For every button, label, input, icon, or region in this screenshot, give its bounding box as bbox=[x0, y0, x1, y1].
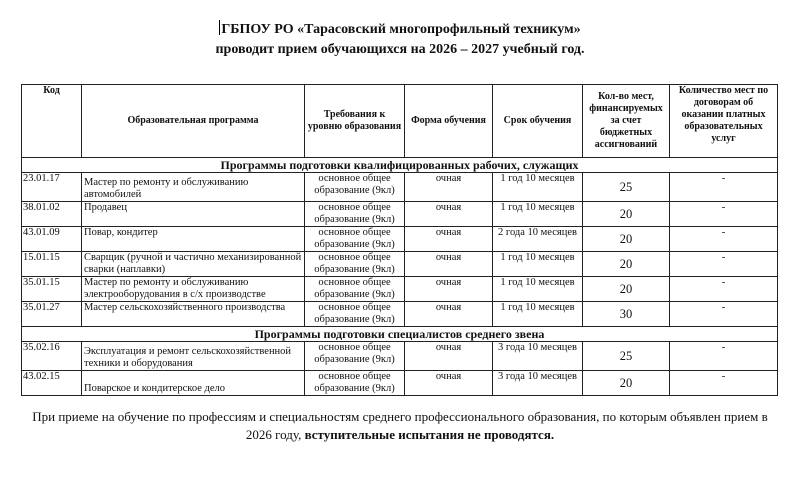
table-row bbox=[22, 342, 778, 371]
table-row bbox=[22, 252, 778, 277]
cell-program bbox=[82, 342, 305, 371]
table-row bbox=[22, 371, 778, 396]
section-row bbox=[22, 158, 778, 173]
cell-code: 38.01.02 bbox=[22, 202, 82, 227]
col-header-paid-places: Количество мест по договорам об оказании платных образовательных услуг bbox=[670, 85, 778, 158]
cell-code: 35.01.15 bbox=[22, 277, 82, 302]
cell-requirement: основное общее образование (9кл) bbox=[305, 173, 405, 202]
cell-paid-places: - bbox=[670, 202, 778, 227]
table-row bbox=[22, 202, 778, 227]
cell-requirement: основное общее образование (9кл) bbox=[305, 227, 405, 252]
cell-requirement: основное общее образование (9кл) bbox=[305, 342, 405, 371]
admission-note bbox=[20, 408, 780, 444]
table-header-row bbox=[22, 85, 778, 158]
cell-requirement: основное общее образование (9кл) bbox=[305, 202, 405, 227]
cell-budget-places: 20 bbox=[583, 202, 670, 227]
cell-form: очная bbox=[405, 342, 493, 371]
document-title bbox=[0, 20, 800, 39]
cell-budget-places: 20 bbox=[583, 252, 670, 277]
program-name: Мастер по ремонту и обслуживанию автомобилей bbox=[84, 177, 249, 200]
cell-program: Мастер по ремонту и обслуживанию электрооборудования в с/х производстве bbox=[82, 277, 305, 302]
section-row bbox=[22, 327, 778, 342]
cell-code: 23.01.17 bbox=[22, 173, 82, 202]
cell-requirement: основное общее образование (9кл) bbox=[305, 252, 405, 277]
table-row bbox=[22, 302, 778, 327]
cell-code: 43.01.09 bbox=[22, 227, 82, 252]
col-header-program: Образовательная программа bbox=[82, 85, 305, 158]
cell-duration: 1 год 10 месяцев bbox=[493, 202, 583, 227]
cell-form: очная bbox=[405, 371, 493, 396]
table-row bbox=[22, 277, 778, 302]
cell-duration: 2 года 10 месяцев bbox=[493, 227, 583, 252]
cell-budget-places: 20 bbox=[583, 371, 670, 396]
table-row bbox=[22, 173, 778, 202]
cell-program bbox=[82, 173, 305, 202]
cell-program bbox=[82, 371, 305, 396]
cell-paid-places: - bbox=[670, 277, 778, 302]
cell-paid-places: - bbox=[670, 342, 778, 371]
cell-duration: 1 год 10 месяцев bbox=[493, 277, 583, 302]
cell-budget-places: 25 bbox=[583, 342, 670, 371]
admission-note-emphasis: вступительные испытания не проводятся. bbox=[304, 427, 555, 442]
cell-code: 35.01.27 bbox=[22, 302, 82, 327]
cell-duration: 1 год 10 месяцев bbox=[493, 302, 583, 327]
cell-paid-places: - bbox=[670, 371, 778, 396]
admission-table bbox=[21, 84, 778, 396]
cell-paid-places: - bbox=[670, 302, 778, 327]
cell-budget-places: 20 bbox=[583, 227, 670, 252]
col-header-code: Код bbox=[22, 85, 82, 158]
cell-form: очная bbox=[405, 252, 493, 277]
cell-code: 15.01.15 bbox=[22, 252, 82, 277]
cell-program: Продавец bbox=[82, 202, 305, 227]
section-title: Программы подготовки специалистов среднего звена bbox=[22, 327, 778, 342]
cell-paid-places: - bbox=[670, 227, 778, 252]
table-row bbox=[22, 227, 778, 252]
cell-duration: 3 года 10 месяцев bbox=[493, 342, 583, 371]
cell-budget-places: 25 bbox=[583, 173, 670, 202]
col-header-requirement: Требования к уровню образования bbox=[305, 85, 405, 158]
cell-paid-places: - bbox=[670, 252, 778, 277]
cell-code: 35.02.16 bbox=[22, 342, 82, 371]
cell-requirement: основное общее образование (9кл) bbox=[305, 302, 405, 327]
admission-note-text: При приеме на обучение по профессиям и специальностям среднего профессионального образования, по которым объявлен прием в 2026 году, bbox=[32, 409, 768, 442]
cell-code: 43.02.15 bbox=[22, 371, 82, 396]
cell-form: очная bbox=[405, 302, 493, 327]
title-line-1: ГБПОУ РО «Тарасовский многопрофильный техникум» bbox=[221, 22, 581, 37]
cell-form: очная bbox=[405, 227, 493, 252]
cell-requirement: основное общее образование (9кл) bbox=[305, 277, 405, 302]
cell-duration: 3 года 10 месяцев bbox=[493, 371, 583, 396]
program-name: Поварское и кондитерское дело bbox=[84, 383, 225, 394]
cell-form: очная bbox=[405, 173, 493, 202]
cell-requirement: основное общее образование (9кл) bbox=[305, 371, 405, 396]
cell-program: Повар, кондитер bbox=[82, 227, 305, 252]
col-header-budget-places: Кол-во мест, финансируемых за счет бюджетных ассигнований bbox=[583, 85, 670, 158]
document-subtitle: проводит прием обучающихся на 2026 – 2027 учебный год. bbox=[215, 42, 585, 57]
cell-duration: 1 год 10 месяцев bbox=[493, 252, 583, 277]
cell-paid-places: - bbox=[670, 173, 778, 202]
cell-form: очная bbox=[405, 277, 493, 302]
cell-program: Сварщик (ручной и частично механизированной сварки (наплавки) bbox=[82, 252, 305, 277]
col-header-duration: Срок обучения bbox=[493, 85, 583, 158]
program-name: Эксплуатация и ремонт сельскохозяйственной техники и оборудования bbox=[84, 346, 292, 369]
cell-budget-places: 30 bbox=[583, 302, 670, 327]
col-header-form: Форма обучения bbox=[405, 85, 493, 158]
cell-program: Мастер сельскохозяйственного производства bbox=[82, 302, 305, 327]
cell-form: очная bbox=[405, 202, 493, 227]
section-title: Программы подготовки квалифицированных рабочих, служащих bbox=[22, 158, 778, 173]
cell-budget-places: 20 bbox=[583, 277, 670, 302]
cell-duration: 1 год 10 месяцев bbox=[493, 173, 583, 202]
